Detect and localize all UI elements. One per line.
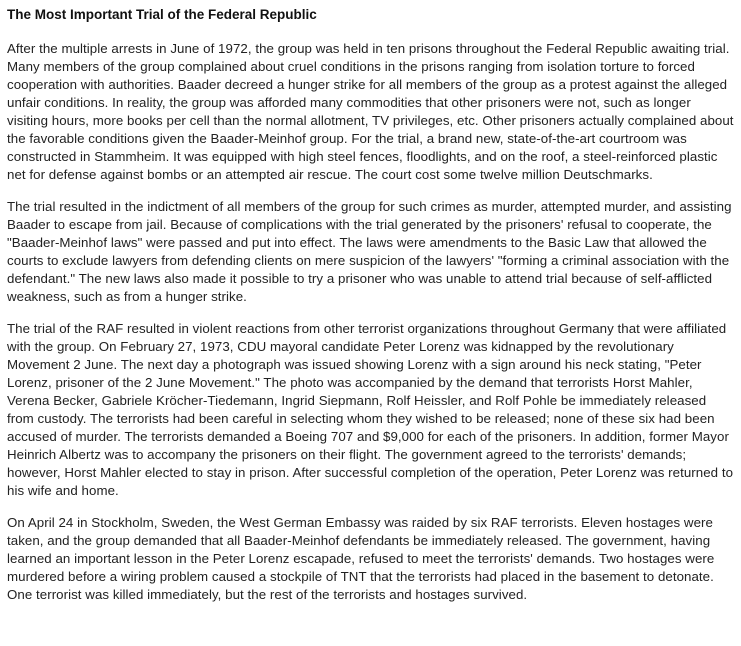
- paragraph-stockholm: On April 24 in Stockholm, Sweden, the West German Embassy was raided by six RAF terrorists. Eleven hostages were taken, and the group demanded that all Baader-Meinhof defendants be immediately released. The government, having learned an important lesson in the Peter Lorenz escapade, refused to meet the terrorists' demands. Two hostages were murdered before a wiring problem caused a stockpile of TNT that the terrorists had placed in the basement to detonate. One terrorist was killed immediately, but the rest of the terrorists and hostages survived.: [7, 515, 715, 602]
- paragraph-trial: The trial resulted in the indictment of all members of the group for such crimes as murder, attempted murder, and assisting Baader to escape from jail. Because of complications with the trial generated by the prisoners' refusal to cooperate, the "Baader-Meinhof laws" were passed and put into effect. The laws were amendments to the Basic Law that allowed the courts to exclude lawyers from defending clients on mere suspicion of the lawyers' "forming a criminal association with the defendant." The new laws also made it possible to try a prisoner who was unable to attend trial because of self-afflicted weakness, such as from a hunger strike.: [7, 199, 732, 304]
- article-title: The Most Important Trial of the Federal Republic: [7, 7, 317, 22]
- paragraph-reactions: The trial of the RAF resulted in violent reactions from other terrorist organizations throughout Germany that were affiliated with the group. On February 27, 1973, CDU mayoral candidate Peter Lorenz was kidnapped by the revolutionary Movement 2 June. The next day a photograph was issued showing Lorenz with a sign around his neck stating, "Peter Lorenz, prisoner of the 2 June Movement." The photo was accompanied by the demand that terrorists Horst Mahler, Verena Becker, Gabriele Kröcher-Tiedemann, Ingrid Siepmann, Rolf Heissler, and Rolf Pohle be immediately released from custody. The terrorists had been careful in selecting whom they wished to be released; none of these six had been accused of murder. The terrorists demanded a Boeing 707 and $9,000 for each of the prisoners. In addition, former Mayor Heinrich Albertz was to accompany the prisoners on their flight. The government agreed to the terrorists' demands; however, Horst Mahler elected to stay in prison. After successful completion of the operation, Peter Lorenz was returned to his wife and home.: [7, 321, 734, 498]
- paragraph-arrests: After the multiple arrests in June of 1972, the group was held in ten prisons throughout the Federal Republic awaiting trial. Many members of the group complained about cruel conditions in the prisons ranging from isolation torture to forced cooperation with authorities. Baader decreed a hunger strike for all members of the group as a protest against the alleged unfair conditions. In reality, the group was afforded many commodities that other prisoners were not, such as longer visiting hours, more books per cell than the normal allotment, TV privileges, etc. Other prisoners actually complained about the favorable conditions given the Baader-Meinhof group. For the trial, a brand new, state-of-the-art courtroom was constructed in Stammheim. It was equipped with high steel fences, floodlights, and on the roof, a steel-reinforced plastic net for defense against bombs or an attempted air rescue. The court cost some twelve million Deutschmarks.: [7, 41, 734, 182]
